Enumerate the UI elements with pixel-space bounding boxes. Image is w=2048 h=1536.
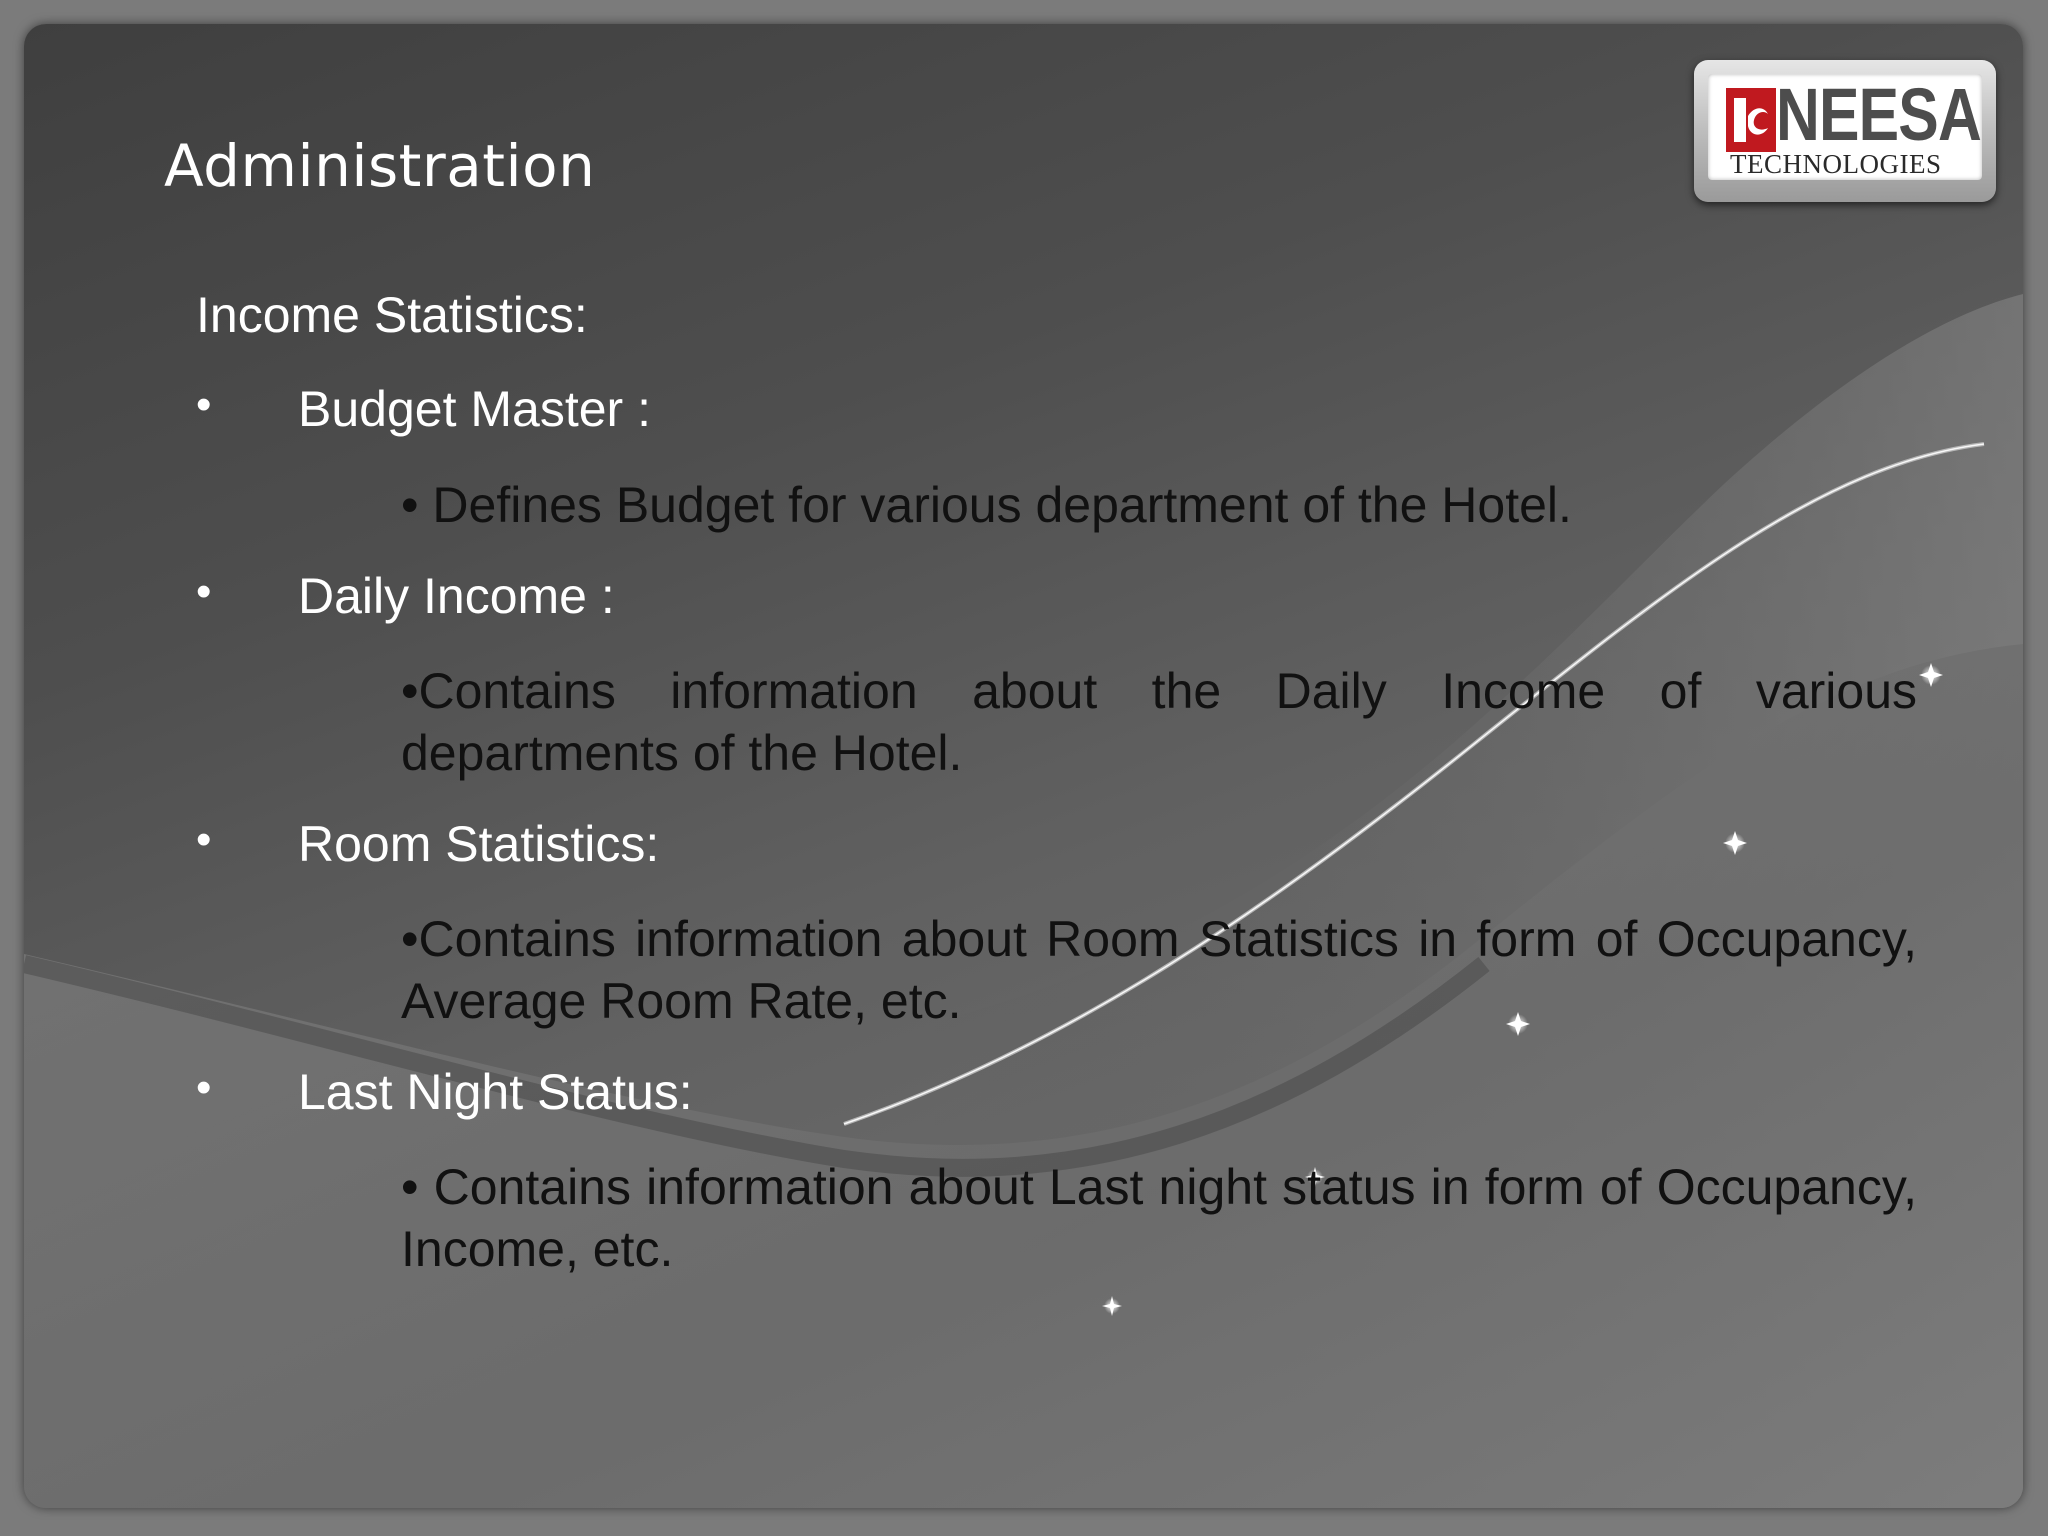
bullet-icon: • [196,380,212,429]
item-label: Last Night Status: [298,1064,693,1120]
item-description: • Defines Budget for various department of the Hotel. [401,477,1572,533]
logo-brand: NEESA [1776,73,1981,156]
bullet-icon: • [196,815,212,864]
item-label: Room Statistics: [298,816,660,872]
item-description: •Contains information about the Daily Income of various departments of the Hotel. [401,663,1917,781]
item-label: Budget Master : [298,381,651,437]
item-description: • Contains information about Last night status in form of Occupancy, Income, etc. [401,1159,1917,1277]
item-description: •Contains information about Room Statistics in form of Occupancy, Average Room Rate, etc. [401,911,1917,1029]
item-label: Daily Income : [298,568,615,624]
slide [24,24,2023,1508]
neesa-logo-mark-icon [1726,88,1776,152]
neesa-logo [1694,60,1996,202]
bullet-icon: • [196,567,212,616]
bullet-icon: • [196,1063,212,1112]
section-heading: Income Statistics: [196,287,588,343]
slide-title: Administration [164,132,596,200]
logo-subtitle: TECHNOLOGIES [1730,149,1942,179]
